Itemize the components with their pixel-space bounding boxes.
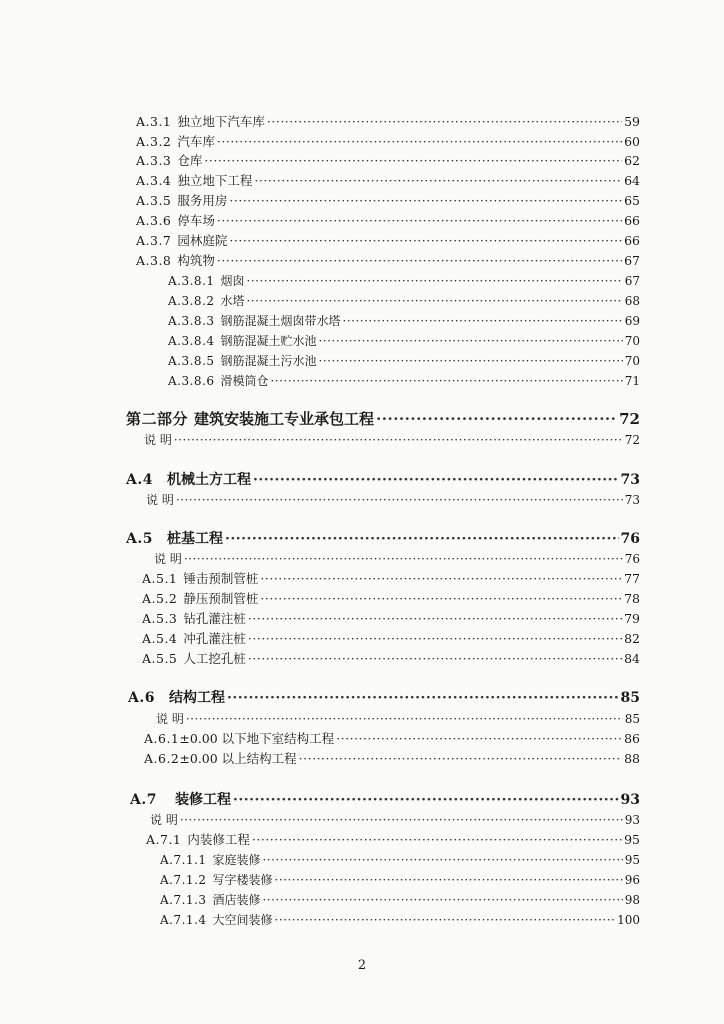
dot-leader [275,911,616,929]
entry-title: 服务用房 [177,193,228,208]
dot-leader [229,232,622,250]
entry-number: A.3.8.2 [168,294,215,308]
toc-entry [160,911,640,929]
entry-page: 64 [624,173,640,188]
entry-number: A.3.1 [136,114,172,129]
entry-title: 说 明 [144,433,172,447]
entry-page: 72 [624,433,640,447]
section-page: 85 [620,690,640,706]
toc-entry [168,352,640,370]
entry-title: 水塔 [220,294,245,308]
dot-leader [247,292,623,310]
entry-page: 84 [624,651,640,666]
dot-leader [319,332,623,350]
toc-part-heading [126,409,640,429]
entry-number: A.3.8.3 [168,314,215,328]
entry-number: A.3.7 [136,233,172,248]
entry-title: ±0.00 以上结构工程 [179,751,297,766]
section-number: A.7 [130,792,157,808]
entry-number: A.3.5 [136,193,172,208]
toc-entry [168,292,640,310]
dot-leader [180,811,623,829]
dot-leader [252,831,622,849]
toc-entry [136,113,640,131]
toc-entry [136,133,640,151]
entry-page: 69 [624,314,640,328]
toc-entry [168,272,640,290]
toc-section-heading [126,530,640,548]
entry-page: 77 [624,571,640,586]
toc-entry [142,650,640,668]
entry-number: A.5.1 [142,571,178,586]
entry-title: 锤击预制管桩 [183,571,259,586]
entry-title: 说 明 [146,493,174,507]
entry-page: 70 [624,354,640,368]
section-page: 73 [620,472,640,488]
entry-number: A.7.1.1 [160,853,207,867]
entry-title: 内装修工程 [187,832,250,847]
section-number: A.6 [128,690,155,706]
entry-title: 汽车库 [177,134,215,149]
entry-number: A.5.2 [142,591,178,606]
entry-title: 说 明 [154,552,182,566]
entry-title: 停车场 [177,213,215,228]
entry-title: 滑模筒仓 [220,374,269,388]
entry-page: 96 [624,873,640,887]
toc-entry [142,610,640,628]
dot-leader [267,113,622,131]
entry-page: 66 [624,213,640,228]
part-number: 第二部分 [126,410,189,428]
part-page: 72 [619,410,640,428]
dot-leader [263,851,623,869]
entry-title: 钢筋混凝土贮水池 [220,334,317,348]
toc-entry [136,212,640,230]
dot-leader [186,710,623,728]
toc-entry [142,630,640,648]
toc-entry [168,312,640,330]
entry-number: A.7.1.4 [160,913,207,927]
entry-number: A.7.1.2 [160,873,207,887]
section-page: 93 [620,792,640,808]
dot-leader [174,431,623,449]
entry-title: 说 明 [150,813,178,827]
toc-entry [168,372,640,390]
toc-section-heading [130,791,640,809]
entry-title: 钻孔灌注桩 [183,611,246,626]
dot-leader [225,530,619,548]
entry-page: 65 [624,193,640,208]
toc-entry [168,332,640,350]
dot-leader [204,152,622,170]
toc-entry [160,871,640,889]
toc-entry [146,831,640,849]
section-title: 桩基工程 [166,531,223,547]
dot-leader [184,550,623,568]
entry-number: A.3.6 [136,213,172,228]
entry-page: 95 [624,853,640,867]
dot-leader [299,750,622,768]
toc-entry [136,232,640,250]
dot-leader [336,730,622,748]
entry-title: 说 明 [156,712,184,726]
entry-title: 酒店装修 [212,893,261,907]
entry-page: 60 [624,134,640,149]
dot-leader [233,791,619,809]
entry-title: 烟囱 [220,274,245,288]
dot-leader [229,192,622,210]
entry-title: 冲孔灌注桩 [183,631,246,646]
toc-entry [138,431,640,449]
toc-entry [136,172,640,190]
entry-page: 66 [624,233,640,248]
entry-number: A.3.2 [136,134,172,149]
entry-number: A.6.1 [144,731,180,746]
entry-title: 大空间装修 [212,913,273,927]
dot-leader [217,252,622,270]
dot-leader [260,590,622,608]
dot-leader [376,409,617,429]
entry-number: A.7.1.3 [160,893,207,907]
dot-leader [176,491,623,509]
entry-number: A.3.8.5 [168,354,215,368]
entry-title: ±0.00 以下地下室结构工程 [179,731,335,746]
toc-section-heading [128,689,640,707]
entry-title: 人工挖孔桩 [183,651,246,666]
entry-number: A.7.1 [146,832,182,847]
entry-number: A.5.5 [142,651,178,666]
entry-title: 仓库 [177,153,203,168]
dot-leader [319,352,623,370]
entry-page: 95 [624,832,640,847]
entry-page: 67 [624,253,640,268]
dot-leader [343,312,623,330]
toc-entry [144,811,640,829]
toc-entry [144,750,640,768]
dot-leader [248,650,622,668]
toc-section-heading [126,471,640,489]
entry-number: A.5.4 [142,631,178,646]
entry-page: 59 [624,114,640,129]
dot-leader [260,570,622,588]
entry-page: 70 [624,334,640,348]
toc-entry [144,730,640,748]
dot-leader [217,133,622,151]
entry-page: 88 [624,751,640,766]
entry-page: 62 [624,153,640,168]
entry-page: 79 [624,611,640,626]
entry-number: A.3.8.4 [168,334,215,348]
toc-entry [150,710,640,728]
toc-entry [160,851,640,869]
entry-page: 100 [617,913,640,927]
toc-entry [142,590,640,608]
entry-title: 写字楼装修 [212,873,273,887]
dot-leader [248,630,622,648]
entry-title: 钢筋混凝土污水池 [220,354,317,368]
entry-title: 家庭装修 [212,853,261,867]
dot-leader [247,272,623,290]
entry-title: 构筑物 [177,253,215,268]
section-number: A.5 [126,531,153,547]
toc-entry [140,491,640,509]
entry-title: 园林庭院 [177,233,228,248]
section-number: A.4 [126,472,153,488]
entry-number: A.3.8.1 [168,274,215,288]
dot-leader [227,689,619,707]
toc-entry [136,192,640,210]
part-title: 建筑安装施工专业承包工程 [194,410,375,428]
entry-page: 85 [624,712,640,726]
dot-leader [248,610,622,628]
dot-leader [271,372,623,390]
entry-page: 67 [624,274,640,288]
entry-page: 93 [624,813,640,827]
entry-page: 76 [624,552,640,566]
entry-page: 73 [624,493,640,507]
section-title: 结构工程 [168,690,225,706]
entry-number: A.5.3 [142,611,178,626]
dot-leader [254,172,622,190]
section-title: 装修工程 [174,792,231,808]
entry-page: 82 [624,631,640,646]
dot-leader [263,891,623,909]
entry-number: A.3.8.6 [168,374,215,388]
toc-entry [142,570,640,588]
entry-title: 独立地下工程 [177,173,253,188]
entry-number: A.3.8 [136,253,172,268]
entry-title: 钢筋混凝土烟囱带水塔 [220,314,341,328]
toc-entry [136,152,640,170]
section-page: 76 [620,531,640,547]
dot-leader [275,871,623,889]
entry-number: A.3.3 [136,153,172,168]
entry-page: 86 [624,731,640,746]
toc-entry [160,891,640,909]
toc-entry [136,252,640,270]
entry-number: A.6.2 [144,751,180,766]
dot-leader [217,212,622,230]
dot-leader [253,471,619,489]
section-title: 机械土方工程 [166,472,251,488]
entry-number: A.3.4 [136,173,172,188]
entry-page: 98 [624,893,640,907]
entry-title: 静压预制管桩 [183,591,259,606]
entry-page: 71 [624,374,640,388]
entry-page: 68 [624,294,640,308]
page-number: 2 [357,958,367,973]
entry-title: 独立地下汽车库 [177,114,265,129]
toc-entry [148,550,640,568]
entry-page: 78 [624,591,640,606]
